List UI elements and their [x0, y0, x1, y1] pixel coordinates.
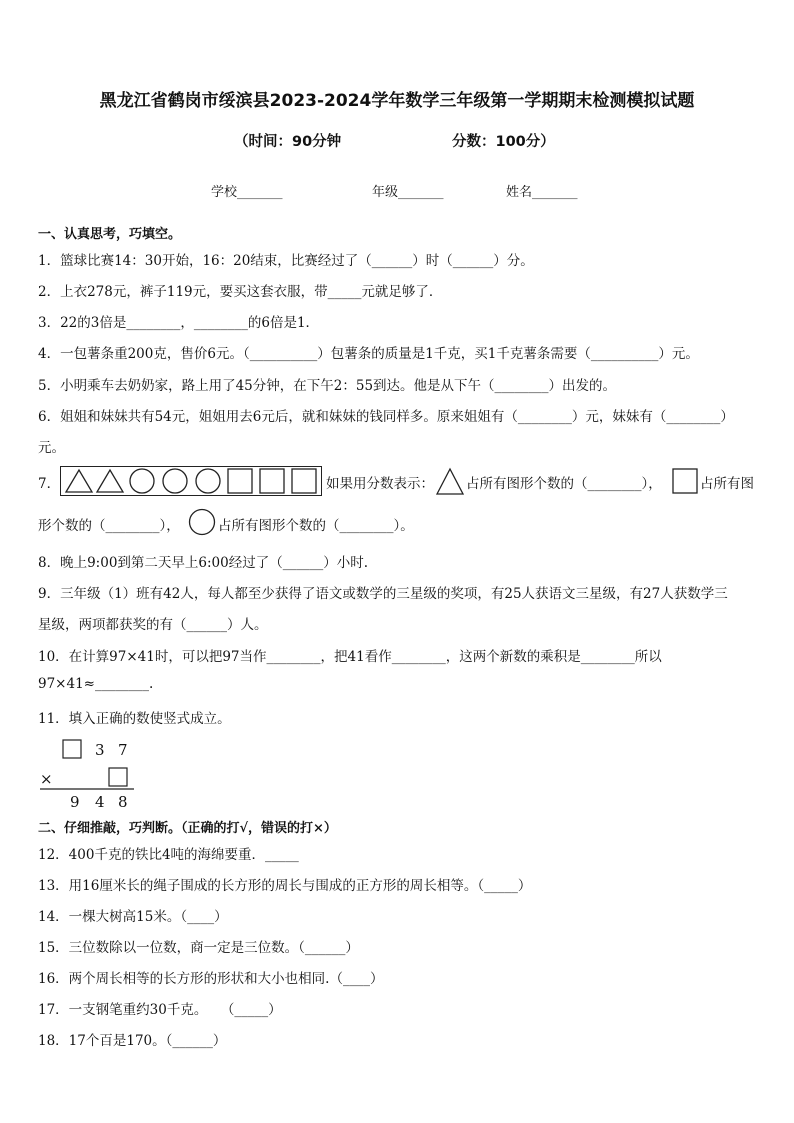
question-8: 8．晚上9:00到第二天早上6:00经过了（______）小时.	[38, 555, 369, 571]
question-5: 5．小明乘车去奶奶家，路上用了45分钟，在下午2：55到达。他是从下午（________）出发的。	[38, 378, 617, 394]
vertical-digit-3: 3	[95, 741, 105, 759]
times-sign: ×	[40, 770, 53, 788]
question-6: 6．姐姐和妹妹共有54元，姐姐用去6元后，就和妹妹的钱同样多。原来姐姐有（________）元，妹妹有（________）	[38, 409, 734, 425]
circle-shape-2	[163, 469, 187, 493]
circle-shape-3	[196, 469, 220, 493]
vertical-digit-7: 7	[118, 741, 128, 759]
question-1: 1．篮球比赛14：30开始，16：20结束，比赛经过了（______）时（______）分。	[38, 253, 534, 269]
square-icon	[672, 468, 698, 494]
blank-box-top	[62, 739, 82, 759]
question-3: 3．22的3倍是________，________的6倍是1．	[38, 315, 320, 331]
triangle-shape-2	[97, 470, 123, 492]
question-7-line2-a: 形个数的（________），	[38, 518, 180, 534]
question-4: 4．一包薯条重200克，售价6元。（__________）包薯条的质量是1千克，买1千克薯条需要（__________）元。	[38, 346, 699, 362]
circle-icon	[188, 508, 216, 536]
name-field: 姓名_______	[506, 185, 578, 200]
exam-time: （时间：90分钟	[234, 134, 342, 150]
question-17: 17．一支钢笔重约30千克。 （_____）	[38, 1002, 282, 1018]
question-2: 2．上衣278元，裤子119元，要买这套衣服，带_____元就足够了．	[38, 284, 443, 300]
question-6-cont: 元。	[38, 440, 65, 456]
question-10-cont: 97×41≈________.	[38, 676, 154, 692]
question-14: 14．一棵大树高15米。（____）	[38, 909, 228, 925]
square-shape-1	[228, 469, 252, 493]
question-7-number: 7．	[38, 476, 61, 492]
section-2-heading: 二、仔细推敲，巧判断。（正确的打√，错误的打×）	[38, 821, 337, 836]
question-9-cont: 星级，两项都获奖的有（______）人。	[38, 617, 268, 633]
question-13: 13．用16厘米长的绳子围成的长方形的周长与围成的正方形的周长相等。（_____）	[38, 878, 532, 894]
question-11: 11．填入正确的数使竖式成立。	[38, 711, 231, 727]
question-10: 10．在计算97×41时，可以把97当作________，把41看作________，这两个新数的乘积是________所以	[38, 649, 662, 665]
question-16: 16．两个周长相等的长方形的形状和大小也相同.（____）	[38, 971, 384, 987]
result-digit-8: 8	[118, 793, 128, 811]
grade-field: 年级_______	[372, 185, 444, 200]
question-15: 15．三位数除以一位数，商一定是三位数。（______）	[38, 940, 359, 956]
vertical-rule	[40, 788, 134, 791]
result-digit-4: 4	[95, 793, 105, 811]
circle-shape-1	[130, 469, 154, 493]
triangle-shape-1	[66, 470, 92, 492]
question-7-text-c: 占所有图	[700, 476, 754, 492]
triangle-icon	[436, 467, 464, 495]
section-1-heading: 一、认真思考，巧填空。	[38, 227, 182, 242]
square-shape-2	[260, 469, 284, 493]
exam-score: 分数：100分）	[452, 134, 555, 150]
result-digit-9: 9	[70, 793, 80, 811]
question-18: 18．17个百是170。（______）	[38, 1033, 227, 1049]
blank-box-bottom	[108, 767, 128, 787]
shapes-figure	[60, 466, 322, 496]
question-12: 12．400千克的铁比4吨的海绵要重．_____	[38, 847, 299, 863]
school-field: 学校_______	[211, 185, 283, 200]
square-shape-3	[292, 469, 316, 493]
question-7-line2-b: 占所有图形个数的（________）。	[218, 518, 414, 534]
question-9: 9．三年级（1）班有42人，每人都至少获得了语文或数学的三星级的奖项，有25人获语文三星级，有27人获数学三	[38, 586, 728, 602]
question-7-text-b: 占所有图形个数的（________），	[466, 476, 662, 492]
question-7-text-a: 如果用分数表示：	[326, 476, 434, 492]
page-title: 黑龙江省鹤岗市绥滨县2023-2024学年数学三年级第一学期期末检测模拟试题	[99, 91, 695, 111]
